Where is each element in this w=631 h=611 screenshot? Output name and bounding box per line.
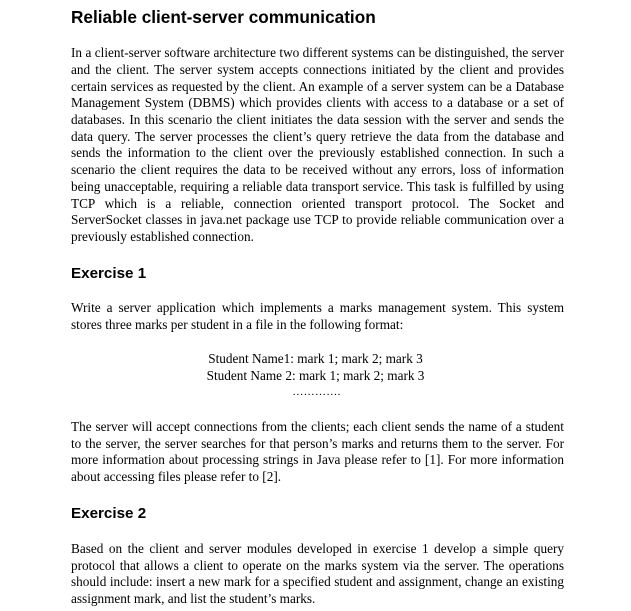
exercise-1-title: Exercise 1 [71, 264, 147, 282]
exercise-2-title: Exercise 2 [71, 504, 147, 522]
exercise-1-details: The server will accept connections from the clients; each client sends the name of a student to the server, the server searches for that person’s marks and returns them to the server. For more information about processing strings in Java please refer to [1]. For more information about accessing files please refer to [2]. [71, 418, 564, 484]
exercise-2-description: Based on the client and server modules developed in exercise 1 develop a simple query protocol that allows a client to operate on the marks system via the server. The operations should include: insert a new mark for a specified student and assignment, change an existing assignment mark, and list the student’s marks. [71, 540, 564, 606]
format-line-1: Student Name1: mark 1; mark 2; mark 3 [208, 351, 423, 367]
exercise-1-description: Write a server application which implements a marks management system. This system stores three marks per student in a file in the following format: [71, 299, 564, 332]
document-title: Reliable client-server communication [71, 7, 376, 27]
format-ellipsis: …………. [292, 385, 341, 398]
marks-file-format [67, 351, 564, 399]
document-page [71, 0, 564, 608]
intro-paragraph: In a client-server software architecture two different systems can be distinguished, the server and the client. The server system accepts connections initiated by the client and provides certain services as requested by the client. An example of a server system can be a Database Management System (DBMS) which provides clients with access to a database or a set of databases. In this scenario the client initiates the data session with the server and sends the data query. The server processes the client’s query retrieve the data from the database and sends the information to the client over the previously established connection. In such a scenario the client requires the data to be received without any errors, loss of information being unacceptable, requiring a reliable data transport service. This task is fulfilled by using TCP which is a reliable, connection oriented transport protocol. The Socket and ServerSocket classes in java.net package use TCP to provide reliable communication over a previously established connection. [71, 45, 564, 244]
format-line-2: Student Name 2: mark 1; mark 2; mark 3 [206, 367, 425, 383]
